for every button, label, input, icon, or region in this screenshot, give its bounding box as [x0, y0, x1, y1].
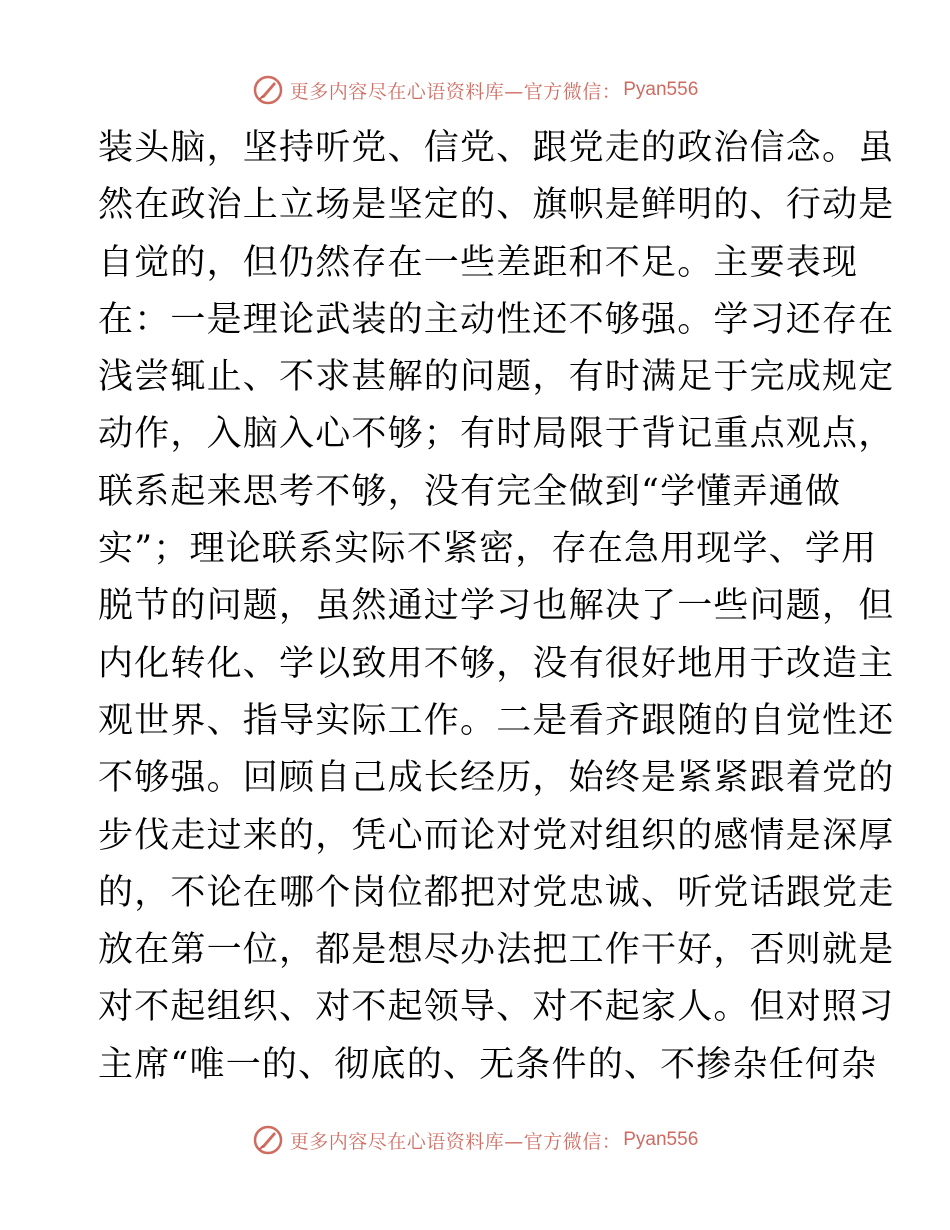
body-line: 放在第一位，都是想尽办法把工作干好，否则就是 [98, 930, 895, 971]
body-line: 步伐走过来的，凭心而论对党对组织的感情是深厚 [98, 815, 895, 856]
body-line: 联系起来思考不够，没有完全做到“学懂弄通做 [98, 471, 842, 512]
body-line: 浅尝辄止、不求甚解的问题，有时满足于完成规定 [98, 357, 895, 398]
body-line: 观世界、指导实际工作。二是看齐跟随的自觉性还 [98, 700, 895, 741]
document-body [98, 120, 895, 1094]
watermark-text: 更多内容尽在心语资料库—官方微信： [289, 80, 622, 103]
body-line: 动作，入脑入心不够；有时局限于背记重点观点， [98, 414, 895, 455]
body-line: 对不起组织、对不起领导、对不起家人。但对照习 [98, 987, 895, 1028]
body-line: 实”；理论联系实际不紧密，存在急用现学、学用 [98, 529, 878, 570]
footer-watermark [0, 1122, 950, 1158]
watermark-wechat-id: Pyan556 [623, 79, 699, 100]
body-line: 在：一是理论武装的主动性还不够强。学习还存在 [98, 299, 895, 340]
body-line: 然在政治上立场是坚定的、旗帜是鲜明的、行动是 [98, 185, 895, 226]
body-line: 自觉的，但仍然存在一些差距和不足。主要表现 [98, 242, 859, 283]
watermark-wechat-id: Pyan556 [623, 1129, 699, 1150]
watermark-text: 更多内容尽在心语资料库—官方微信： [289, 1130, 622, 1153]
header-watermark [0, 72, 950, 108]
body-line: 装头脑，坚持听党、信党、跟党走的政治信念。虽 [98, 128, 895, 168]
feather-pen-logo-icon [252, 1124, 284, 1156]
body-line: 的，不论在哪个岗位都把对党忠诚、听党话跟党走 [98, 872, 895, 913]
feather-pen-logo-icon [252, 74, 284, 106]
body-line: 主席“唯一的、彻底的、无条件的、不掺杂任何杂 [98, 1044, 878, 1085]
body-line: 脱节的问题，虽然通过学习也解决了一些问题，但 [98, 586, 895, 627]
body-line: 内化转化、学以致用不够，没有很好地用于改造主 [98, 643, 895, 684]
body-line: 不够强。回顾自己成长经历，始终是紧紧跟着党的 [98, 758, 895, 799]
